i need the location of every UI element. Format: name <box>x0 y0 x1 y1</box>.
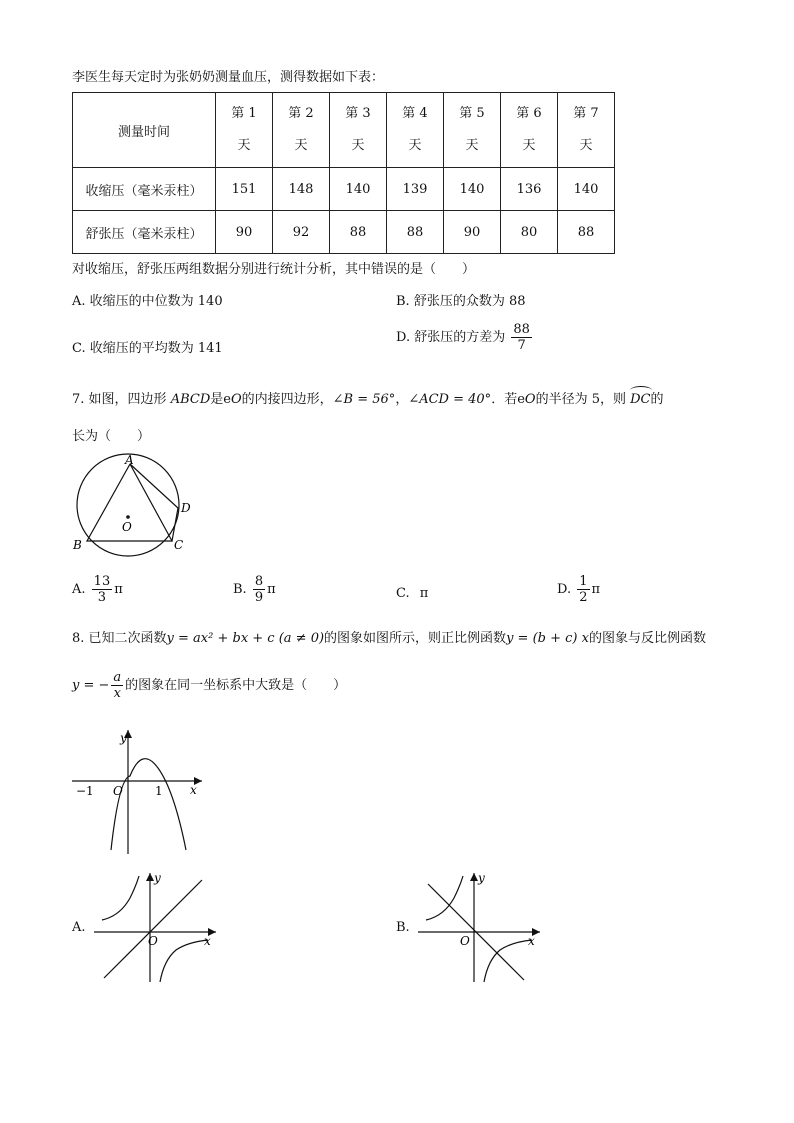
label-d: D <box>181 501 191 515</box>
q7-text: ．若 <box>491 392 518 407</box>
q7-stem-line2: 长为（ ） <box>72 429 151 444</box>
label-origin: O <box>113 784 123 798</box>
fraction <box>577 574 589 605</box>
q8-text: 的图象如图所示，则正比例函数 <box>324 631 507 646</box>
pi-symbol: π <box>114 582 123 597</box>
pi-symbol: π <box>591 582 601 597</box>
label-o: O <box>122 520 132 534</box>
hyperbola-branch <box>160 940 208 982</box>
fraction <box>92 574 113 605</box>
day-header <box>444 93 501 168</box>
fraction-denominator: 3 <box>97 590 107 605</box>
fraction-numerator: 88 <box>513 322 530 337</box>
label-origin: O <box>460 934 470 948</box>
table-cell: 140 <box>444 168 501 211</box>
q8-stem <box>72 627 706 646</box>
day-number: 第 7 <box>573 106 599 121</box>
table-cell: 88 <box>558 211 615 254</box>
fraction-numerator: 13 <box>93 574 111 589</box>
proportional-line <box>104 880 202 978</box>
table-cell: 90 <box>444 211 501 254</box>
q8-text: 8. 已知二次函数 <box>72 631 167 646</box>
q8-option-b-label[interactable]: B. <box>396 920 410 935</box>
day-unit: 天 <box>351 138 365 153</box>
hyperbola-branch <box>484 940 532 982</box>
option-letter: D. <box>557 582 572 597</box>
day-unit: 天 <box>294 138 308 153</box>
option-letter: B. <box>233 582 247 597</box>
q7-math: O <box>230 392 242 407</box>
q7-option-c[interactable] <box>396 586 428 601</box>
day-unit: 天 <box>522 138 536 153</box>
q7-text: 是 <box>210 392 224 407</box>
label-y: y <box>154 871 161 885</box>
table-cell: 136 <box>501 168 558 211</box>
day-unit: 天 <box>237 138 251 153</box>
q8-text: 的图象与反比例函数 <box>588 631 706 646</box>
fraction-denominator: 2 <box>579 590 588 605</box>
table-row <box>73 168 615 211</box>
fraction-numerator: 8 <box>254 574 264 589</box>
table-cell: 140 <box>330 168 387 211</box>
day-number: 第 3 <box>345 106 371 121</box>
q8-option-a-graph[interactable] <box>90 870 220 985</box>
label-y: y <box>120 731 127 745</box>
label-a: A <box>125 453 134 467</box>
label-x: x <box>204 934 211 948</box>
y-axis-arrow-icon <box>146 873 154 881</box>
fraction <box>111 670 123 701</box>
q7-text: 的内接四边形， <box>241 392 333 407</box>
q7-circle-symbol: e <box>223 392 231 407</box>
row-label: 舒张压（毫米汞柱） <box>73 211 216 254</box>
day-unit: 天 <box>408 138 422 153</box>
pi-symbol: π <box>267 582 276 597</box>
fraction-denominator: x <box>113 686 121 701</box>
day-number: 第 1 <box>231 106 257 121</box>
q7-circle-symbol: e <box>517 392 525 407</box>
fraction-denominator: 7 <box>517 338 526 353</box>
table-header-label: 测量时间 <box>73 93 216 168</box>
q7-text: 7. 如图，四边形 <box>72 392 167 407</box>
hyperbola-branch <box>102 876 139 920</box>
blood-pressure-table <box>72 92 615 254</box>
arc-mark-icon <box>630 386 652 395</box>
q7-math: DC <box>630 392 651 407</box>
day-number: 第 4 <box>402 106 428 121</box>
q7-text: 的半径为 5，则 <box>535 392 626 407</box>
day-header <box>273 93 330 168</box>
q7-option-d[interactable] <box>557 574 600 605</box>
table-header-row <box>73 93 615 168</box>
q8-math: y = − <box>72 678 110 693</box>
q8-math: y = ax² + bx + c (a ≠ 0) <box>166 631 325 646</box>
day-header <box>216 93 273 168</box>
q7-math: ∠ACD = 40° <box>408 392 492 407</box>
table-cell: 88 <box>387 211 444 254</box>
day-number: 第 5 <box>459 106 485 121</box>
day-header <box>558 93 615 168</box>
day-number: 第 6 <box>516 106 542 121</box>
parabola-curve <box>111 759 186 850</box>
label-b: B <box>73 538 82 552</box>
q7-text: ， <box>395 392 409 407</box>
q7-arc-dc <box>630 392 650 407</box>
day-header <box>501 93 558 168</box>
pi-symbol: π <box>419 586 429 601</box>
label-x: x <box>528 934 535 948</box>
row-label: 收缩压（毫米汞柱） <box>73 168 216 211</box>
table-cell: 139 <box>387 168 444 211</box>
q6-option-a[interactable]: A. 收缩压的中位数为 140 <box>72 294 223 309</box>
q6-option-d[interactable] <box>396 322 534 353</box>
table-cell: 151 <box>216 168 273 211</box>
q8-option-b-graph[interactable] <box>414 870 544 985</box>
fraction-numerator: a <box>113 670 122 685</box>
q7-math: O <box>524 392 536 407</box>
option-letter: C. <box>396 586 410 601</box>
q8-math: y = (b + c) x <box>506 631 589 646</box>
day-unit: 天 <box>465 138 479 153</box>
quadrilateral-side <box>130 464 178 541</box>
label-minus-one: −1 <box>76 784 94 798</box>
center-point <box>126 515 130 519</box>
label-one: 1 <box>155 784 163 798</box>
q7-option-b[interactable] <box>233 574 276 605</box>
q7-stem <box>72 388 664 407</box>
q7-text: 的 <box>650 392 664 407</box>
q8-text: 的图象在同一坐标系中大致是（ ） <box>125 678 347 693</box>
q7-circle-figure <box>70 450 200 560</box>
q8-parabola-graph <box>70 728 210 858</box>
q7-option-a[interactable] <box>72 574 123 605</box>
option-letter: A. <box>72 582 86 597</box>
table-cell: 90 <box>216 211 273 254</box>
intro-text: 李医生每天定时为张奶奶测量血压，测得数据如下表： <box>72 70 385 85</box>
day-header <box>330 93 387 168</box>
label-x: x <box>190 783 197 797</box>
day-header <box>387 93 444 168</box>
q6-stem: 对收缩压，舒张压两组数据分别进行统计分析，其中错误的是（ ） <box>72 262 476 277</box>
fraction-denominator: 9 <box>254 590 264 605</box>
y-axis-arrow-icon <box>470 873 478 881</box>
table-cell: 80 <box>501 211 558 254</box>
q7-math: ∠B = 56° <box>332 392 396 407</box>
table-cell: 140 <box>558 168 615 211</box>
q6-option-b[interactable]: B. 舒张压的众数为 88 <box>396 294 526 309</box>
table-row <box>73 211 615 254</box>
fraction-numerator: 1 <box>579 574 588 589</box>
fraction <box>511 322 532 353</box>
q6-option-d-text: D. 舒张压的方差为 <box>396 330 506 345</box>
q8-option-a-label[interactable]: A. <box>72 920 86 935</box>
table-cell: 88 <box>330 211 387 254</box>
day-unit: 天 <box>579 138 593 153</box>
q8-stem-line2 <box>72 670 346 701</box>
table-cell: 148 <box>273 168 330 211</box>
label-y: y <box>478 871 485 885</box>
q7-math: ABCD <box>170 392 211 407</box>
q6-option-c[interactable]: C. 收缩压的平均数为 141 <box>72 341 223 356</box>
label-origin: O <box>148 934 158 948</box>
label-c: C <box>174 538 184 552</box>
table-cell: 92 <box>273 211 330 254</box>
day-number: 第 2 <box>288 106 314 121</box>
fraction <box>253 574 265 605</box>
